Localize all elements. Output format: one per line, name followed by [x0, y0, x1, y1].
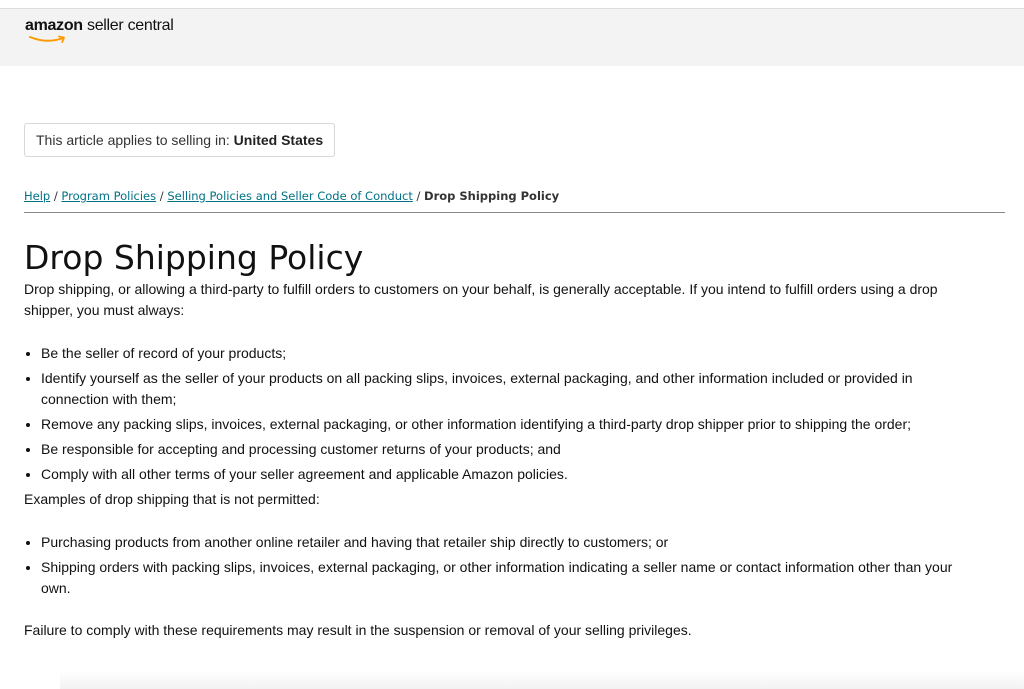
- bottom-shade: [60, 672, 1024, 689]
- site-header: [0, 9, 1024, 66]
- requirement-item: • Comply with all other terms of your seller agreement and applicable Amazon policies.: [41, 464, 984, 485]
- breadcrumb-separator: /: [159, 189, 168, 203]
- footer-paragraph: Failure to comply with these requirements may result in the suspension or removal of your selling privileges.: [24, 622, 692, 638]
- breadcrumb-current: Drop Shipping Policy: [424, 189, 560, 203]
- intro-paragraph: Drop shipping, or allowing a third-party to fulfill orders to customers on your behalf, is generally acceptable. If you intend to fulfill orders using a drop shipper, you must always:: [24, 281, 938, 318]
- requirement-item: • Identify yourself as the seller of your products on all packing slips, invoices, external packaging, and other information included or provided in connection with them;: [41, 368, 984, 410]
- page-title: Drop Shipping Policy: [24, 238, 364, 277]
- applies-region: United States: [233, 132, 324, 148]
- examples-label: Examples of drop shipping that is not permitted:: [24, 491, 320, 507]
- examples-list: [24, 532, 984, 599]
- breadcrumb-separator: /: [53, 189, 62, 203]
- logo-amazon-text: amazon: [25, 17, 83, 34]
- breadcrumb-link-program-policies[interactable]: Program Policies: [61, 189, 157, 203]
- logo-product-text: seller central: [87, 17, 174, 34]
- example-item: • Purchasing products from another online retailer and having that retailer ship directly to customers; or: [41, 532, 984, 553]
- requirement-item: • Be the seller of record of your products;: [41, 343, 984, 364]
- breadcrumb: [24, 189, 559, 203]
- requirement-item: • Be responsible for accepting and processing customer returns of your products; and: [41, 439, 984, 460]
- requirement-item: • Remove any packing slips, invoices, external packaging, or other information identifying a third-party drop shipper prior to shipping the order;: [41, 414, 984, 435]
- breadcrumb-separator: /: [416, 189, 425, 203]
- amazon-smile-icon: [29, 35, 69, 44]
- marketplace-applies-box: [24, 123, 335, 157]
- breadcrumb-link-selling-policies[interactable]: Selling Policies and Seller Code of Conduct: [167, 189, 413, 203]
- browser-top-strip: [0, 0, 1024, 9]
- article-body: [24, 279, 984, 641]
- breadcrumb-link-help[interactable]: Help: [24, 189, 51, 203]
- example-item: • Shipping orders with packing slips, invoices, external packaging, or other information indicating a seller name or contact information other than your own.: [41, 557, 984, 599]
- breadcrumb-divider: [24, 212, 1005, 213]
- applies-prefix: This article applies to selling in:: [36, 132, 230, 148]
- requirements-list: [24, 343, 984, 485]
